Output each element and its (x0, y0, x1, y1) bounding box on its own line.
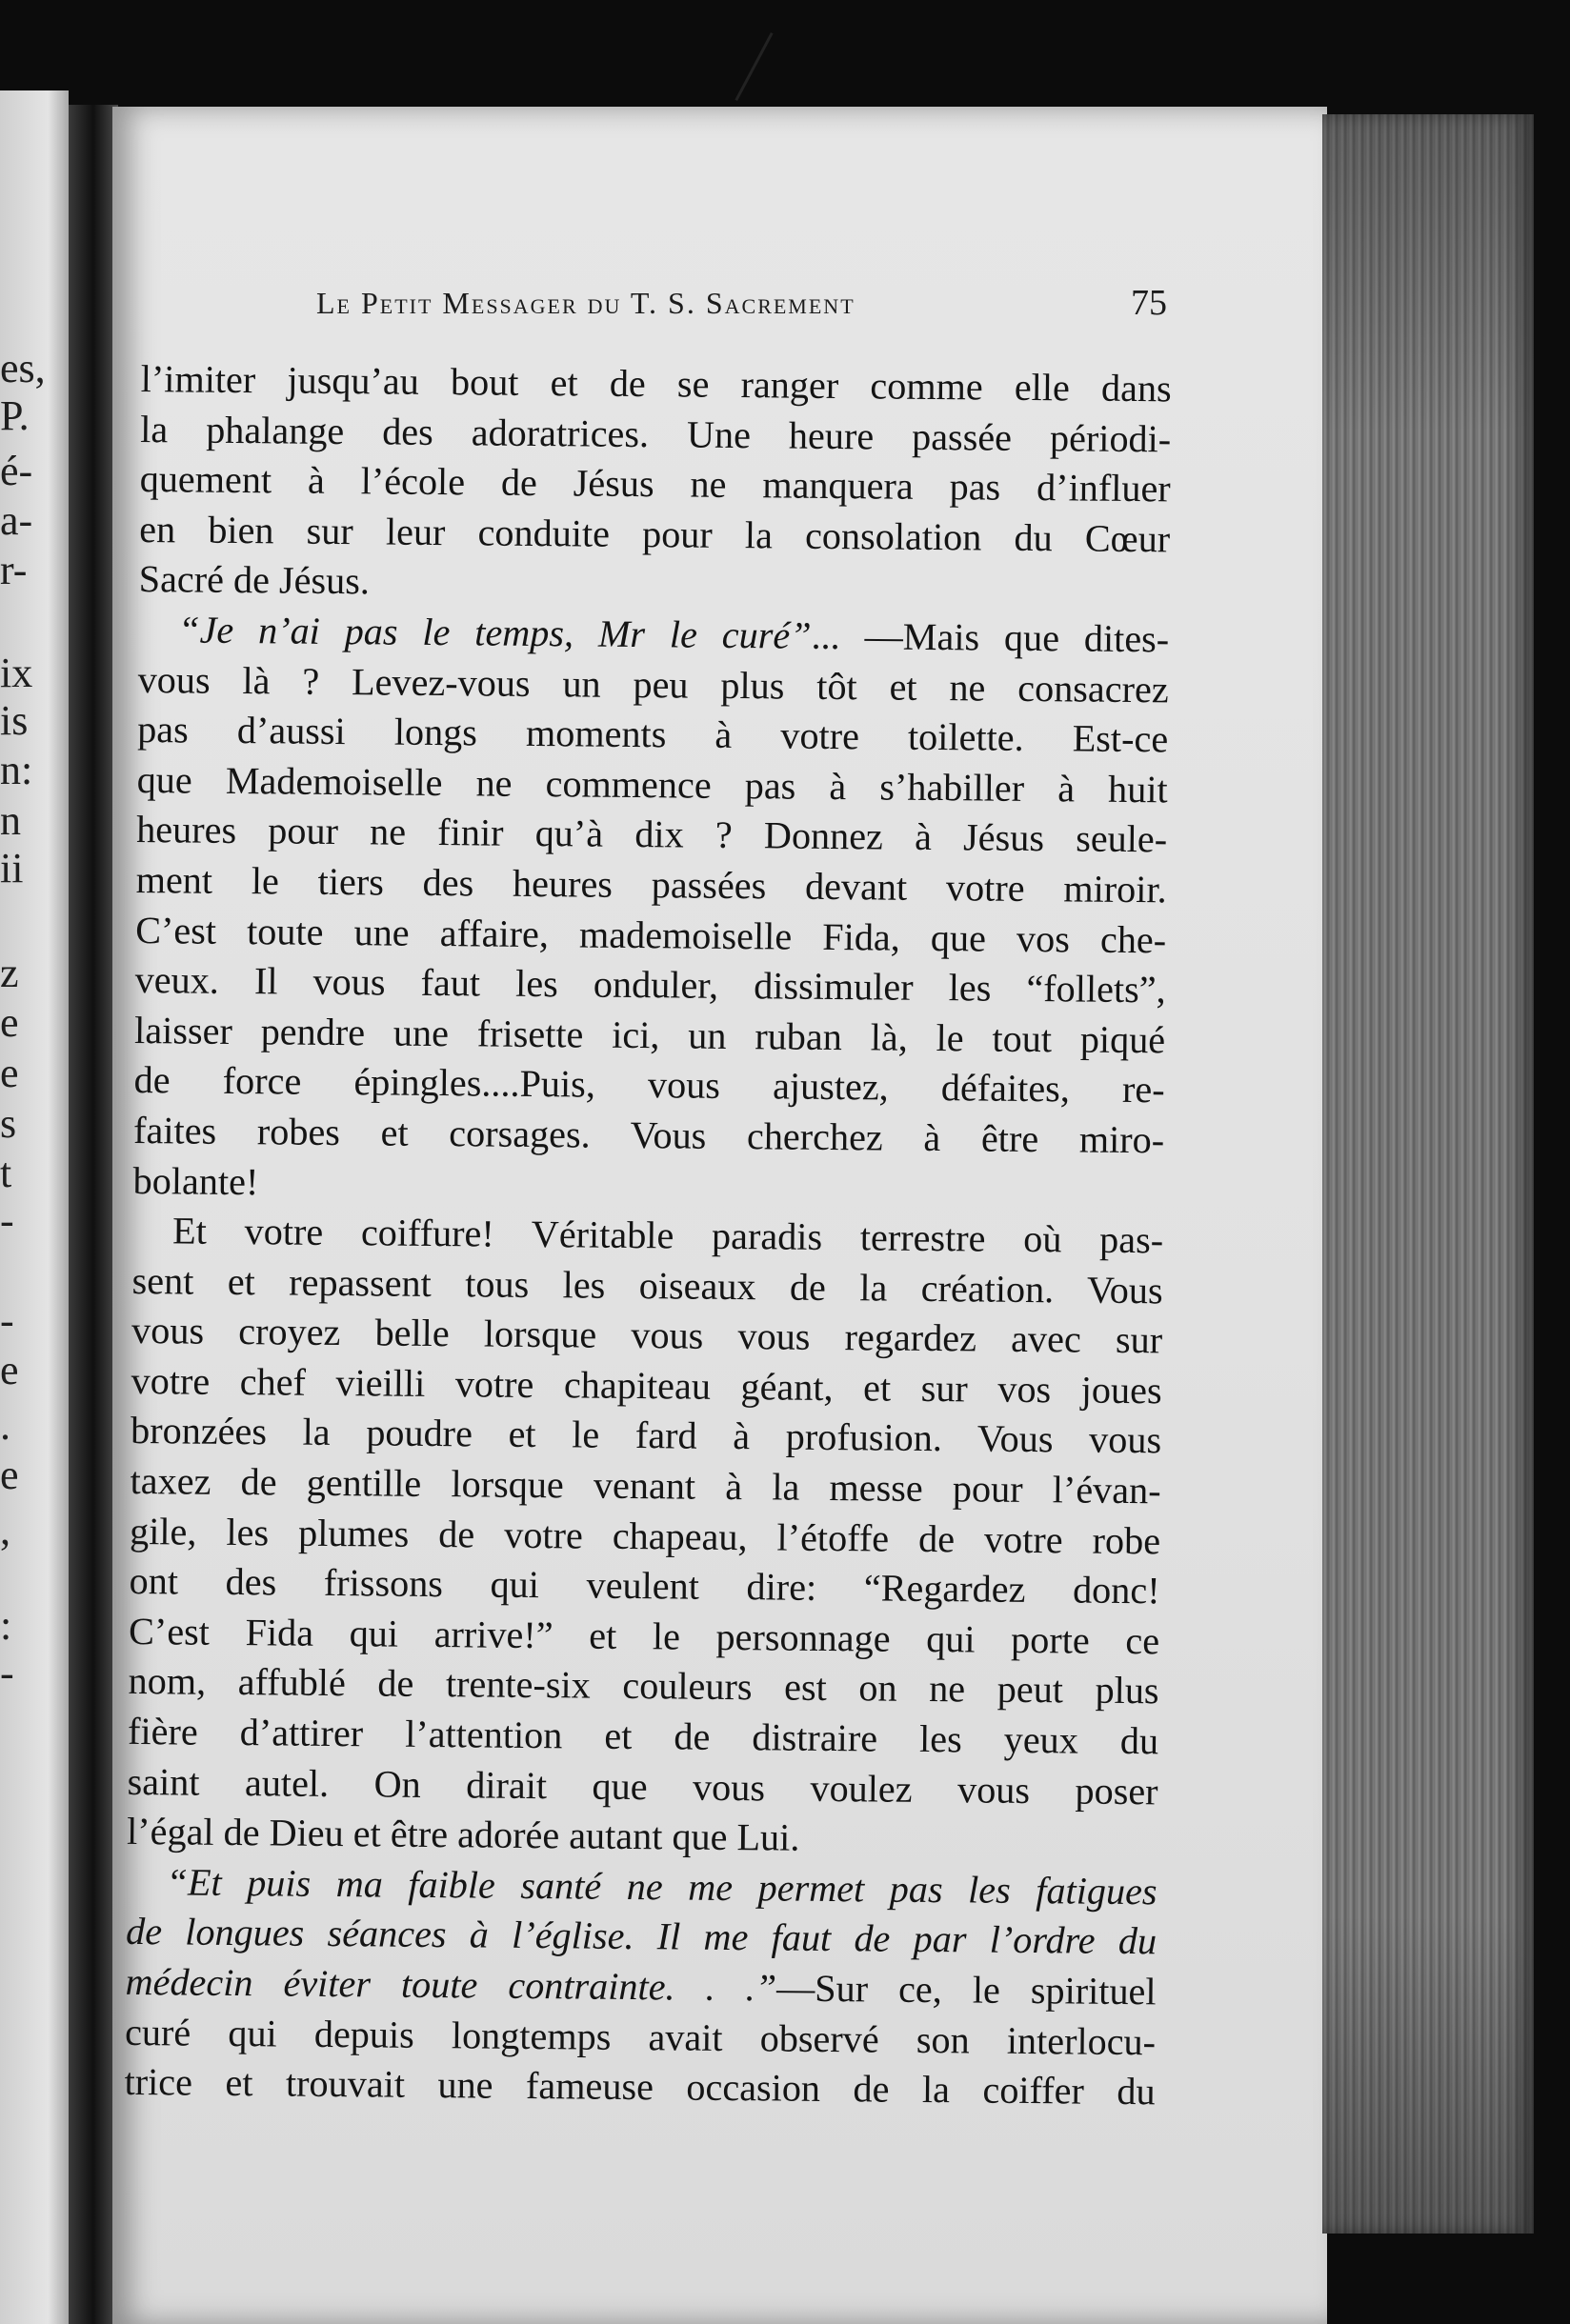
text-line: bronzées la poudre et le fard à profusion. Vous vous (130, 1409, 1162, 1462)
text-line: laisser pendre une frisette ici, un ruban là, le tout piqué (133, 1008, 1166, 1062)
text-line: bolante! (132, 1158, 259, 1203)
left-fragment: ix (0, 650, 33, 696)
left-page-edge (0, 90, 69, 2324)
text-line: curé qui depuis longtemps avait observé son interlocu- (124, 2010, 1157, 2063)
page-number: 75 (1131, 283, 1167, 323)
left-fragment: - (0, 1197, 14, 1244)
left-fragment: n: (0, 747, 33, 793)
text-line: fière d’attirer l’attention et de distraire les yeux du (127, 1709, 1159, 1763)
text-line: trice et trouvait une fameuse occasion de la coiffer du (124, 2060, 1156, 2114)
text-line: quement à l’école de Jésus ne manquera pas d’influer (139, 457, 1171, 511)
text-line: taxez de gentille lorsque venant à la messe pour l’évan- (130, 1459, 1161, 1513)
text-line: saint autel. On dirait que vous voulez vous poser (127, 1759, 1158, 1813)
text-line: vous croyez belle lorsque vous vous regardez avec sur (131, 1309, 1163, 1362)
text-line: Et votre coiffure! Véritable paradis terrestre où pas- (171, 1209, 1164, 1262)
running-header-title: Le Petit Messager du T. S. Sacrement (316, 286, 855, 320)
page-edges-block (1322, 114, 1534, 2234)
text-line: que Mademoiselle ne commence pas à s’habiller à huit (136, 757, 1168, 811)
left-fragment: s (0, 1100, 17, 1147)
text-line: médecin éviter toute contrainte. . .”—Sur ce, le spirituel (125, 1959, 1157, 2013)
text-line: de force épingles....Puis, vous ajustez, défaites, re- (133, 1058, 1165, 1112)
left-fragment: is (0, 697, 29, 744)
italic-quote: “Et puis ma faible santé ne me permet pas les fatigues (166, 1860, 1157, 1913)
text-line: heures pour ne finir qu’à dix ? Donnez à Jésus seule- (135, 808, 1168, 861)
left-fragment: - (0, 1297, 14, 1344)
text-line: votre chef vieilli votre chapiteau géant, et sur vos joues (131, 1358, 1162, 1412)
left-fragment: z (0, 950, 19, 996)
text-line: faites robes et corsages. Vous cherchez à être miro- (132, 1108, 1165, 1162)
text-line: “Je n’ai pas le temps, Mr le curé”... —Mais que dites- (178, 608, 1170, 661)
left-fragment: t (0, 1150, 12, 1196)
left-fragment: : (0, 1602, 12, 1649)
left-fragment: e (0, 1347, 19, 1393)
left-fragment: - (0, 1650, 14, 1696)
left-fragment: , (0, 1507, 10, 1553)
text-line: C’est toute une affaire, mademoiselle Fida, que vos che- (134, 908, 1167, 961)
scan-scratch-mark (735, 32, 773, 101)
left-fragment: P. (0, 392, 30, 439)
text-line: en bien sur leur conduite pour la consolation du Cœur (139, 507, 1171, 561)
left-fragment: a- (0, 497, 33, 544)
text-line: Sacré de Jésus. (138, 557, 371, 603)
body-text (124, 354, 1172, 2117)
text-line: gile, les plumes de votre chapeau, l’étoffe de votre robe (129, 1509, 1161, 1562)
left-fragment: ii (0, 845, 24, 892)
left-fragment: e (0, 1050, 19, 1096)
left-fragment: . (0, 1402, 10, 1449)
running-header (316, 283, 1174, 335)
text-line: sent et repassent tous les oiseaux de la création. Vous (131, 1258, 1163, 1312)
text-line: ont des frissons qui veulent dire: “Regardez donc! (129, 1559, 1160, 1613)
text-line: l’égal de Dieu et être adorée autant que Lui. (126, 1810, 800, 1859)
text-line: la phalange des adoratrices. Une heure passée périodi- (140, 407, 1172, 460)
left-fragment: é- (0, 448, 33, 494)
left-fragment: n (0, 797, 21, 844)
italic-quote: médecin éviter toute contrainte. . .” (125, 1959, 777, 2010)
book-gutter-shadow (69, 105, 118, 2324)
left-fragment: e (0, 1452, 19, 1498)
left-fragment: e (0, 999, 19, 1046)
italic-quote: de longues séances à l’église. Il me faut de par l’ordre du (125, 1910, 1157, 1963)
text-line: l’imiter jusqu’au bout et de se ranger comme elle dans (140, 356, 1172, 411)
text-line: vous là ? Levez-vous un peu plus tôt et ne consacrez (137, 657, 1169, 711)
italic-quote: “Je n’ai pas le temps, Mr le curé” (178, 608, 812, 657)
text-line: ment le tiers des heures passées devant votre miroir. (135, 857, 1167, 912)
text-line: C’est Fida qui arrive!” et le personnage qui porte ce (128, 1609, 1160, 1663)
left-fragment: r- (0, 547, 28, 593)
left-page-text-fragments (0, 90, 69, 2324)
text-line: nom, affublé de trente-six couleurs est on ne peut plus (128, 1659, 1159, 1713)
left-fragment: es, (0, 345, 46, 391)
text-line: veux. Il vous faut les onduler, dissimuler les “follets”, (134, 958, 1166, 1012)
text-line: pas d’aussi longs moments à votre toilette. Est-ce (137, 708, 1169, 761)
